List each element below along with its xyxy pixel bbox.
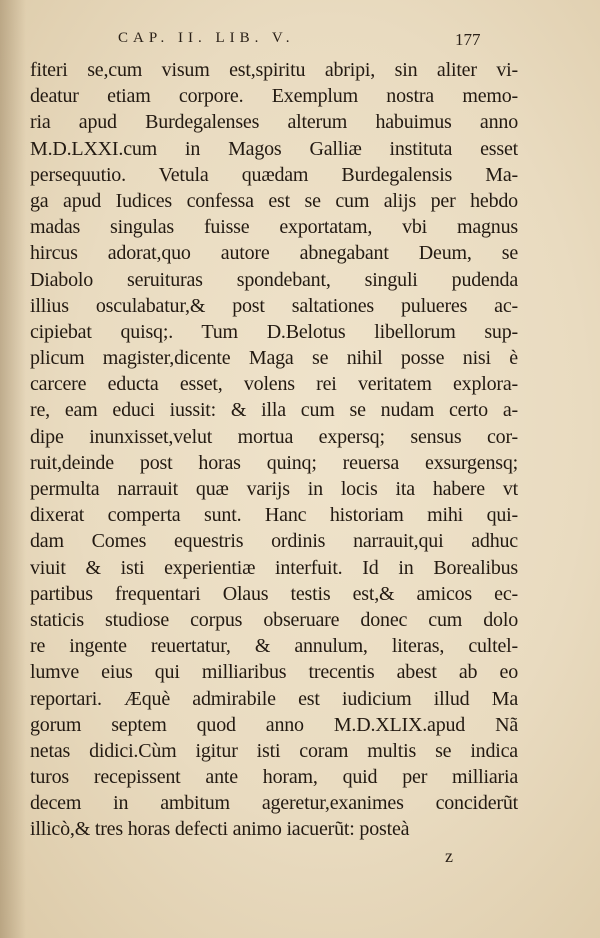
text-line: lumve eius qui milliaribus trecentis abest ab eo: [30, 661, 518, 684]
text-line: netas didici.Cùm igitur isti coram multis se indica: [30, 739, 518, 762]
text-line: partibus frequentari Olaus testis est,& amicos ec-: [30, 582, 518, 605]
text-line: plicum magister,dicente Maga se nihil posse nisi è: [30, 347, 518, 370]
text-line: staticis studiose corpus obseruare donec cum dolo: [30, 608, 518, 631]
text-line: illius osculabatur,& post saltationes pulueres ac-: [30, 294, 518, 317]
text-block: [30, 57, 518, 843]
text-line: dam Comes equestris ordinis narrauit,qui adhuc: [30, 530, 518, 553]
running-head: CAP. II. LIB. V.: [118, 30, 295, 46]
text-line: reportari. Æquè admirabile est iudicium illud Ma: [30, 687, 518, 710]
text-line: permulta narrauit quæ varijs in locis ita habere vt: [30, 478, 518, 500]
page-number: 177: [455, 30, 481, 49]
text-line: dipe inunxisset,velut mortua expersq; sensus cor-: [30, 425, 518, 448]
text-line: ruit,deinde post horas quinq; reuersa exsurgensq;: [30, 451, 518, 474]
text-line: dixerat comperta sunt. Hanc historiam mihi qui-: [30, 504, 518, 527]
text-line: viuit & isti experientiæ interfuit. Id in Borealibus: [30, 556, 518, 579]
text-line: M.D.LXXI.cum in Magos Galliæ instituta esset: [30, 137, 518, 160]
text-line: re ingente reuertatur, & annulum, literas, cultel-: [30, 635, 518, 658]
text-line: Diabolo seruituras spondebant, singuli pudenda: [30, 268, 518, 291]
text-line: gorum septem quod anno M.D.XLIX.apud Nã: [30, 713, 518, 736]
text-line: re, eam educi iussit: & illa cum se nudam certo a-: [30, 399, 518, 422]
text-line: carcere educta esset, volens rei veritatem explora-: [30, 373, 518, 396]
text-line: illicò,& tres horas defecti animo iacuerũt: posteà: [30, 818, 410, 841]
text-line: madas singulas fuisse exportatam, vbi magnus: [30, 216, 518, 239]
text-line: ria apud Burdegalenses alterum habuimus anno: [30, 111, 518, 134]
text-line: persequutio. Vetula quædam Burdegalensis Ma-: [30, 163, 518, 186]
text-line: deatur etiam corpore. Exemplum nostra memo-: [30, 85, 518, 108]
text-line: ga apud Iudices confessa est se cum alijs per hebdo: [30, 189, 518, 212]
text-line: decem in ambitum ageretur,exanimes conciderũt: [30, 792, 518, 815]
text-line: turos recepissent ante horam, quid per milliaria: [30, 766, 518, 789]
text-line: hircus adorat,quo autore abnegabant Deum, se: [30, 242, 518, 265]
signature-mark: z: [445, 846, 453, 866]
gutter-shadow: [0, 0, 26, 938]
text-line: cipiebat quisq;. Tum D.Belotus libellorum sup-: [30, 320, 518, 343]
text-line: fiteri se,cum visum est,spiritu abripi, sin aliter vi-: [30, 59, 518, 81]
